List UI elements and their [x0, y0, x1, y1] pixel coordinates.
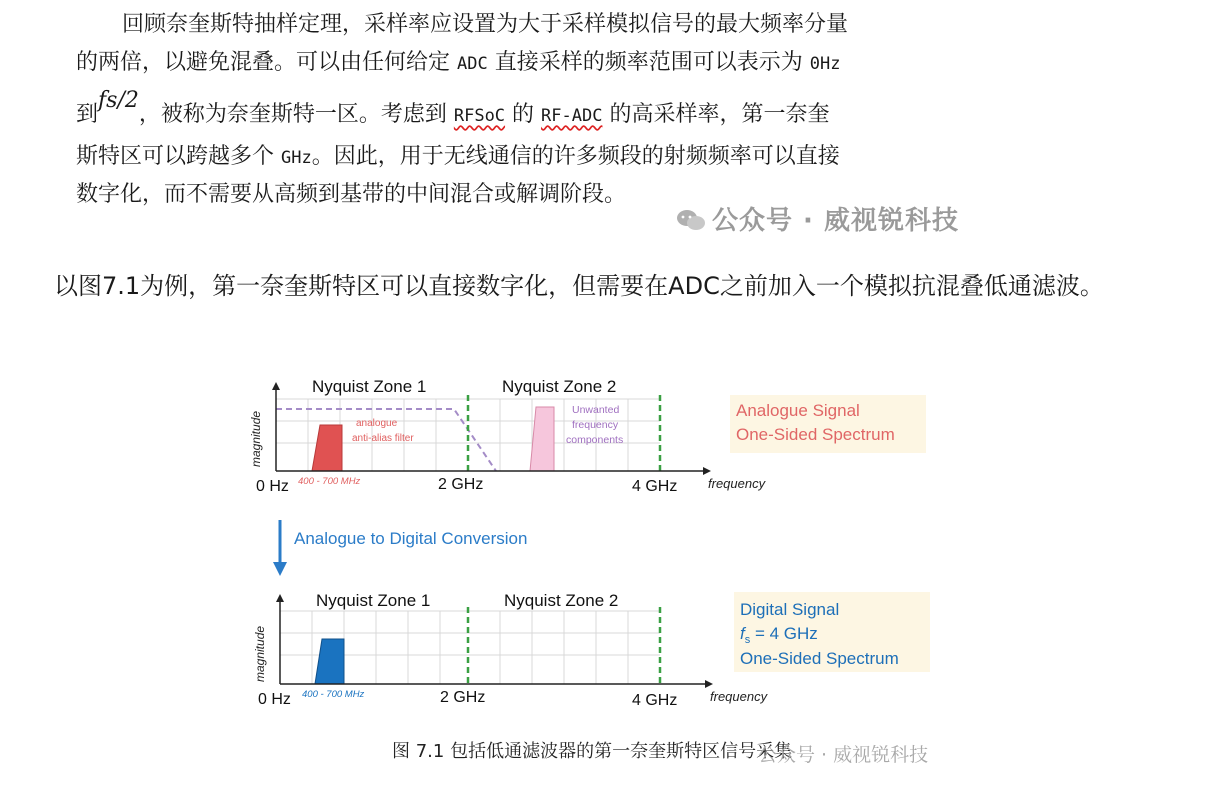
fs-half-formula: fs/2	[98, 88, 139, 113]
quoted-passage	[76, 6, 976, 214]
nyquist-figure	[240, 370, 940, 732]
top-tick-2ghz: 2 GHz	[438, 476, 484, 493]
filter-label-2: anti-alias filter	[352, 433, 414, 444]
bottom-tick-0hz: 0 Hz	[258, 691, 291, 708]
bottom-zone2-label: Nyquist Zone 2	[504, 591, 619, 610]
quote-text: ，被称为奈奎斯特一区。考虑到	[138, 102, 454, 127]
quote-line-3	[76, 82, 976, 138]
fs-value: = 4 GHz	[750, 624, 818, 643]
top-legend-2: One-Sided Spectrum	[736, 425, 895, 444]
top-y-label: magnitude	[249, 410, 263, 467]
fs-subscript: s	[744, 634, 751, 646]
quote-line-1: 回顾奈奎斯特抽样定理，采样率应设置为大于采样模拟信号的最大频率分量	[122, 12, 849, 37]
bottom-x-arrow	[705, 680, 713, 688]
top-zone1-label: Nyquist Zone 1	[312, 377, 427, 396]
quote-text: 到	[76, 102, 99, 127]
unwanted-label-1: Unwanted	[572, 404, 620, 416]
bottom-legend-3: One-Sided Spectrum	[740, 649, 899, 668]
signal-band-red-shape	[312, 425, 342, 471]
wechat-icon	[676, 209, 706, 231]
quote-text: 的高采样率，第一奈奎	[602, 102, 830, 127]
watermark-text: 公众号 · 威视锐科技	[712, 206, 959, 236]
top-legend-1: Analogue Signal	[736, 401, 860, 420]
quote-text: 的两倍，以避免混叠。可以由任何给定	[76, 50, 457, 75]
quote-text: 。因此，用于无线通信的许多频段的射频频率可以直接	[311, 144, 840, 169]
filter-label-1: analogue	[356, 418, 398, 429]
conversion-step	[273, 520, 527, 576]
rf-adc-term: RF-ADC	[541, 106, 603, 126]
bottom-chart	[253, 591, 930, 709]
fs-symbol: f	[740, 624, 745, 643]
quote-text: 直接采样的频率范围可以表示为	[487, 50, 810, 75]
bottom-tick-4ghz: 4 GHz	[632, 692, 678, 709]
top-zone2-label: Nyquist Zone 2	[502, 377, 617, 396]
bottom-legend-fs	[740, 624, 818, 646]
top-tick-4ghz: 4 GHz	[632, 478, 678, 495]
body-paragraph	[20, 264, 1210, 309]
conversion-arrow-icon	[273, 562, 287, 576]
conversion-label: Analogue to Digital Conversion	[294, 529, 528, 548]
quote-line-2	[76, 44, 976, 82]
watermark	[676, 200, 959, 237]
rfsoc-term: RFSoC	[453, 106, 506, 126]
top-x-label: frequency	[708, 476, 766, 491]
bottom-band-label: 400 - 700 MHz	[302, 689, 365, 700]
bottom-y-arrow	[276, 594, 284, 602]
bottom-zone1-label: Nyquist Zone 1	[316, 591, 431, 610]
zero-hz-term: 0Hz	[809, 54, 841, 74]
paragraph-text: 以图7.1为例，第一奈奎斯特区可以直接数字化，但需要在ADC之前加入一个模拟抗混叠低通滤波。	[54, 272, 1104, 300]
bottom-tick-2ghz: 2 GHz	[440, 689, 486, 706]
quote-text: 的	[505, 102, 542, 127]
caption-watermark: 公众号 · 威视锐科技	[758, 744, 929, 766]
quote-line-5: 数字化，而不需要从高频到基带的中间混合或解调阶段。	[76, 182, 627, 207]
top-tick-0hz: 0 Hz	[256, 478, 289, 495]
adc-term: ADC	[457, 54, 488, 74]
bottom-legend-1: Digital Signal	[740, 600, 840, 619]
unwanted-label-2: frequency	[572, 419, 619, 431]
unwanted-band-pink	[530, 407, 554, 471]
figure-caption: 图 7.1 包括低通滤波器的第一奈奎斯特区信号采集	[392, 741, 793, 762]
bottom-x-label: frequency	[710, 689, 768, 704]
top-chart	[249, 377, 926, 495]
quote-line-4	[76, 138, 976, 176]
quote-text: 斯特区可以跨越多个	[76, 144, 281, 169]
top-x-arrow	[703, 467, 711, 475]
bottom-y-label: magnitude	[253, 625, 267, 682]
signal-band-blue	[315, 639, 344, 684]
top-band-label: 400 - 700 MHz	[298, 476, 361, 487]
ghz-term: GHz	[281, 148, 312, 168]
unwanted-label-3: components	[566, 434, 624, 446]
top-y-arrow	[272, 382, 280, 390]
